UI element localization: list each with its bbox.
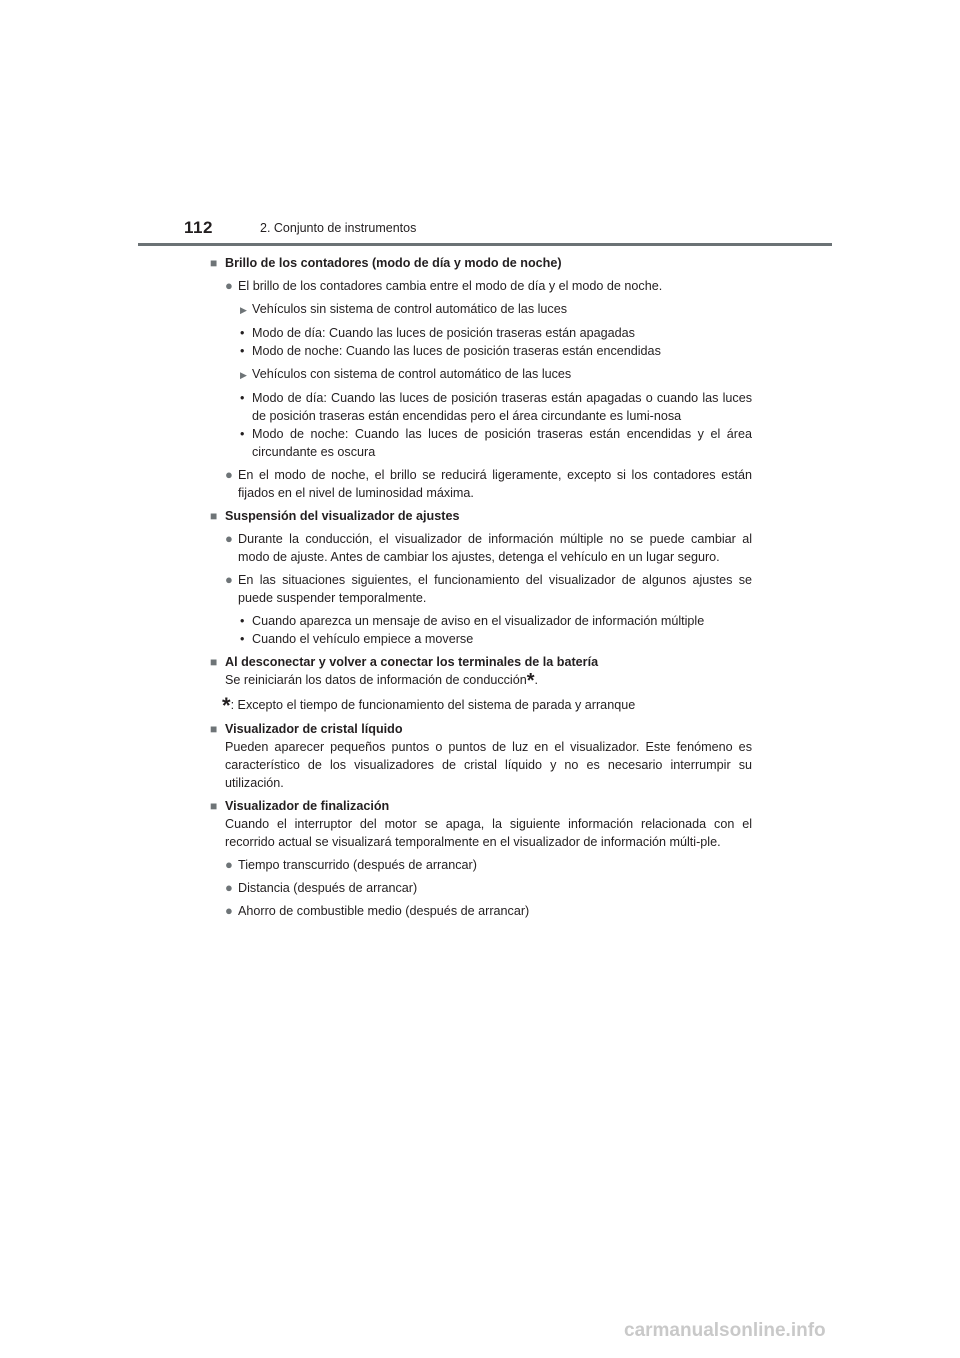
- footnote-asterisk: *: [222, 693, 231, 718]
- square-bullet-icon: ■: [210, 256, 218, 270]
- watermark: carmanualsonline.info: [624, 1320, 826, 1341]
- dot-icon: •: [240, 427, 245, 441]
- section-heading: ■ Visualizador de finalización: [210, 799, 390, 813]
- round-bullet-icon: ●: [225, 880, 233, 895]
- list-item: • Cuando aparezca un mensaje de aviso en el visualizador de información múltiple: [240, 614, 705, 628]
- page-header: [138, 0, 832, 248]
- paragraph: Pueden aparecer pequeños puntos o puntos de luz en el visualizador. Este fenómeno es característico de los visualizadores de cristal líquido y no es necesario interrumpir su utilización.: [225, 740, 752, 790]
- list-item: • Modo de día: Cuando las luces de posición traseras están apagadas o cuando las luces de posición traseras están encendidas pero el área circundante es lumi-nosa: [240, 391, 752, 423]
- list-item: ● Ahorro de combustible medio (después de arrancar): [225, 903, 530, 918]
- triangle-arrow-icon: ▶: [240, 305, 247, 315]
- page-content: [210, 254, 752, 920]
- list-item: • Modo de día: Cuando las luces de posición traseras están apagadas: [240, 326, 635, 340]
- round-bullet-icon: ●: [225, 857, 233, 872]
- round-bullet-icon: ●: [225, 467, 233, 482]
- round-bullet-icon: ●: [225, 278, 233, 293]
- section-heading: ■ Brillo de los contadores (modo de día y modo de noche): [210, 256, 562, 270]
- dot-icon: •: [240, 326, 245, 340]
- round-bullet-icon: ●: [225, 531, 233, 546]
- dot-icon: •: [240, 391, 245, 405]
- list-item: ● Durante la conducción, el visualizador de información múltiple no se puede cambiar al modo de ajuste. Antes de cambiar los ajustes, detenga el vehículo en un lugar seguro.: [225, 531, 752, 564]
- vehicle-condition: ▶ Vehículos sin sistema de control automático de las luces: [240, 300, 752, 319]
- triangle-arrow-icon: ▶: [240, 370, 247, 380]
- chapter-title: 2. Conjunto de instrumentos: [260, 221, 417, 235]
- paragraph: Se reiniciarán los datos de información de conducción*.: [225, 670, 539, 692]
- vehicle-condition: ▶ Vehículos con sistema de control automático de las luces: [240, 365, 752, 384]
- square-bullet-icon: ■: [210, 655, 218, 669]
- section-heading: ■ Visualizador de cristal líquido: [210, 722, 403, 736]
- list-item: ● En el modo de noche, el brillo se reducirá ligeramente, excepto si los contadores están fijados en el nivel de luminosidad máxima.: [225, 467, 752, 500]
- header-rule: [138, 243, 832, 246]
- section-heading: ■ Al desconectar y volver a conectar los terminales de la batería: [210, 655, 599, 669]
- square-bullet-icon: ■: [210, 509, 218, 523]
- list-item: ● El brillo de los contadores cambia entre el modo de día y el modo de noche.: [225, 278, 663, 293]
- asterisk-mark: *: [526, 670, 535, 692]
- dot-icon: •: [240, 632, 245, 646]
- round-bullet-icon: ●: [225, 572, 233, 587]
- list-item: ● Tiempo transcurrido (después de arrancar): [225, 857, 477, 872]
- dot-icon: •: [240, 614, 245, 628]
- list-item: • Cuando el vehículo empiece a moverse: [240, 632, 474, 646]
- round-bullet-icon: ●: [225, 903, 233, 918]
- square-bullet-icon: ■: [210, 799, 218, 813]
- list-item: ● Distancia (después de arrancar): [225, 880, 418, 895]
- paragraph: Cuando el interruptor del motor se apaga, la siguiente información relacionada con el recorrido actual se visualizará temporalmente en el visualizador de información múlti-ple.: [225, 817, 752, 849]
- list-item: ● En las situaciones siguientes, el funcionamiento del visualizador de algunos ajustes se puede suspender temporalmente.: [225, 572, 752, 605]
- section-heading: ■ Suspensión del visualizador de ajustes: [210, 509, 460, 523]
- square-bullet-icon: ■: [210, 722, 218, 736]
- page-number: 112: [184, 218, 213, 237]
- footnote: *: Excepto el tiempo de funcionamiento del sistema de parada y arranque: [222, 693, 636, 718]
- dot-icon: •: [240, 344, 245, 358]
- list-item: • Modo de noche: Cuando las luces de posición traseras están encendidas: [240, 344, 661, 358]
- list-item: • Modo de noche: Cuando las luces de posición traseras están encendidas y el área circundante es oscura: [240, 427, 752, 459]
